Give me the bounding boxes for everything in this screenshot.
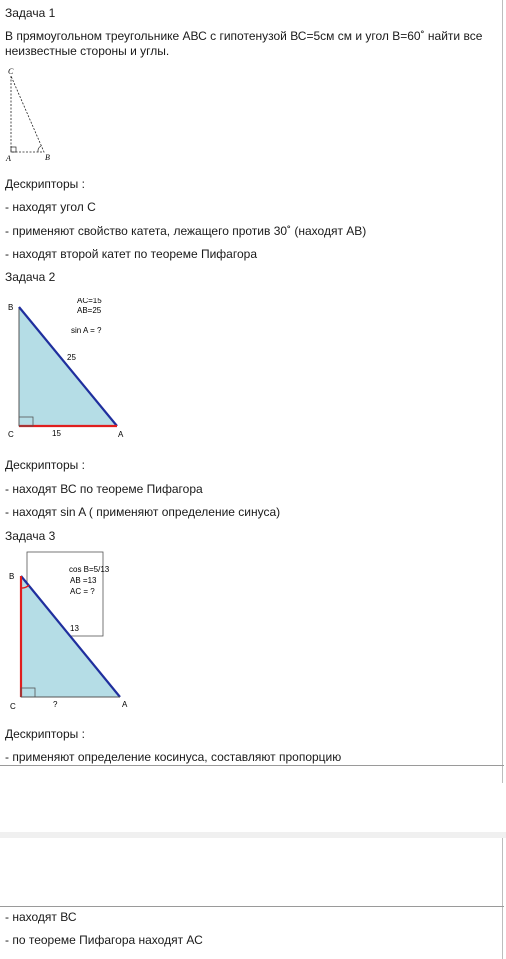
task1-descriptor: - находят второй катет по теореме Пифагора: [5, 247, 257, 261]
task1-triangle: [11, 76, 44, 152]
task2-side-hyp-label: 25: [67, 353, 76, 362]
task2-descriptors-title: Дескрипторы :: [5, 458, 85, 472]
task2-label-c: C: [8, 430, 14, 439]
task1-right-angle-mark: [11, 147, 16, 152]
task3-label-b: B: [9, 572, 15, 581]
task3-title: Задача 3: [5, 529, 56, 543]
task2-label-b: B: [8, 303, 14, 312]
task3-descriptors-title: Дескрипторы :: [5, 727, 85, 741]
gap-band: [0, 832, 506, 838]
task1-descriptor: - находят угол С: [5, 200, 96, 214]
task2-given: sin A = ?: [71, 326, 102, 335]
task2-figure: [0, 298, 140, 444]
task1-title: Задача 1: [5, 6, 56, 20]
task2-side-base-label: 15: [52, 429, 61, 438]
task3-figure: [0, 550, 140, 714]
task3-given: AC = ?: [70, 587, 95, 596]
task1-descriptor: - применяют свойство катета, лежащего против 30˚ (находят АВ): [5, 224, 367, 238]
continuation-item: - находят ВС: [5, 910, 77, 924]
task3-label-a: A: [122, 700, 128, 709]
task2-label-a: A: [118, 430, 124, 439]
page-divider: [0, 765, 504, 766]
task1-label-a: A: [6, 154, 11, 163]
continuation-item: - по теореме Пифагора находят АС: [5, 933, 203, 947]
right-border: [502, 0, 503, 783]
task2-title: Задача 2: [5, 270, 56, 284]
task2-descriptor: - находят ВС по теореме Пифагора: [5, 482, 203, 496]
task3-side-base-label: ?: [53, 700, 58, 709]
right-border-lower: [502, 838, 503, 959]
task1-angle-arc: [38, 146, 41, 152]
task2-descriptor: - находят sin A ( применяют определение синуса): [5, 505, 281, 519]
task3-label-c: C: [10, 702, 16, 711]
task1-descriptors-title: Дескрипторы :: [5, 177, 85, 191]
task1-statement: В прямоугольном треугольнике АВС с гипотенузой ВС=5см см и угол В=60˚ найти все неизвестные стороны и углы.: [5, 29, 483, 58]
task3-given: cos B=5/13: [69, 565, 110, 574]
task2-given: AB=25: [77, 306, 102, 315]
task3-descriptor: - применяют определение косинуса, составляют пропорцию: [5, 750, 342, 764]
task3-given: AB =13: [70, 576, 97, 585]
task2-given: AC=15: [77, 298, 102, 305]
task3-side-hyp-label: 13: [70, 624, 79, 633]
task1-label-c: C: [8, 67, 14, 76]
continuation-divider: [0, 906, 504, 907]
task1-label-b: B: [45, 153, 50, 162]
task1-figure: [0, 62, 70, 166]
